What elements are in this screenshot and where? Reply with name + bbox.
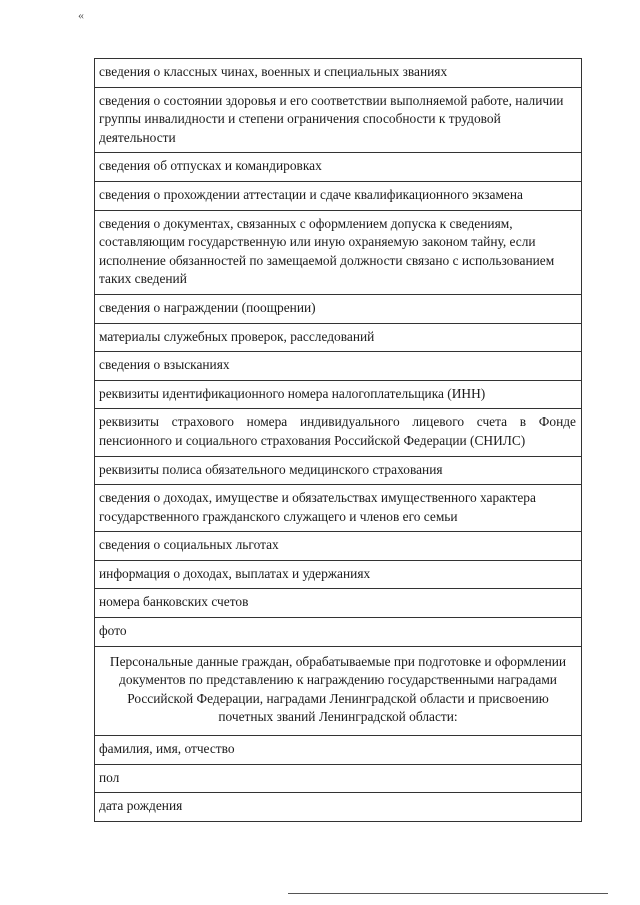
- table-row: [95, 59, 582, 88]
- table-cell: пол: [95, 764, 582, 793]
- bottom-rule: [288, 893, 608, 894]
- table-row: [95, 409, 582, 456]
- table-row: [95, 380, 582, 409]
- table-row: [95, 736, 582, 765]
- table-row: [95, 456, 582, 485]
- table-cell: сведения об отпусках и командировках: [95, 153, 582, 182]
- table-row: [95, 210, 582, 294]
- page-mark: «: [78, 8, 84, 22]
- table-cell: дата рождения: [95, 793, 582, 822]
- table-row: [95, 764, 582, 793]
- table-row: [95, 793, 582, 822]
- table-cell: реквизиты страхового номера индивидуального лицевого счета в Фонде пенсионного и социального страхования Российской Федерации (СНИЛС): [95, 409, 582, 456]
- table-cell: сведения о прохождении аттестации и сдаче квалификационного экзамена: [95, 181, 582, 210]
- personal-data-table: [94, 58, 582, 822]
- table-row: [95, 352, 582, 381]
- section-header: Персональные данные граждан, обрабатываемые при подготовке и оформлении документов по представлению к награждению государственными наградами Российской Федерации, наградами Ленинградской области и присвоению почетных званий Ленинградской области:: [95, 646, 582, 735]
- table-row: [95, 560, 582, 589]
- table-row: [95, 618, 582, 647]
- table-row: [95, 181, 582, 210]
- table-cell: сведения о взысканиях: [95, 352, 582, 381]
- table-cell: информация о доходах, выплатах и удержаниях: [95, 560, 582, 589]
- table-cell: сведения о социальных льготах: [95, 532, 582, 561]
- table-row: [95, 153, 582, 182]
- table-row: [95, 532, 582, 561]
- table-cell: сведения о документах, связанных с оформлением допуска к сведениям, составляющим государственную или иную охраняемую законом тайну, если исполнение обязанностей по замещаемой должности связано с использованием таких сведений: [95, 210, 582, 294]
- table-cell: реквизиты идентификационного номера налогоплательщика (ИНН): [95, 380, 582, 409]
- table-row: [95, 323, 582, 352]
- table-row: [95, 87, 582, 153]
- table-row: [95, 589, 582, 618]
- table-row: [95, 485, 582, 532]
- table-cell: материалы служебных проверок, расследований: [95, 323, 582, 352]
- table-cell: сведения о классных чинах, военных и специальных званиях: [95, 59, 582, 88]
- table-cell: реквизиты полиса обязательного медицинского страхования: [95, 456, 582, 485]
- table-cell: сведения о награждении (поощрении): [95, 294, 582, 323]
- table-cell: сведения о доходах, имуществе и обязательствах имущественного характера государственного гражданского служащего и членов его семьи: [95, 485, 582, 532]
- table-cell: номера банковских счетов: [95, 589, 582, 618]
- table-cell: фото: [95, 618, 582, 647]
- table-cell: фамилия, имя, отчество: [95, 736, 582, 765]
- table-row: [95, 294, 582, 323]
- table-cell: сведения о состоянии здоровья и его соответствии выполняемой работе, наличии группы инвалидности и степени ограничения способности к трудовой деятельности: [95, 87, 582, 153]
- section-header-row: [95, 646, 582, 735]
